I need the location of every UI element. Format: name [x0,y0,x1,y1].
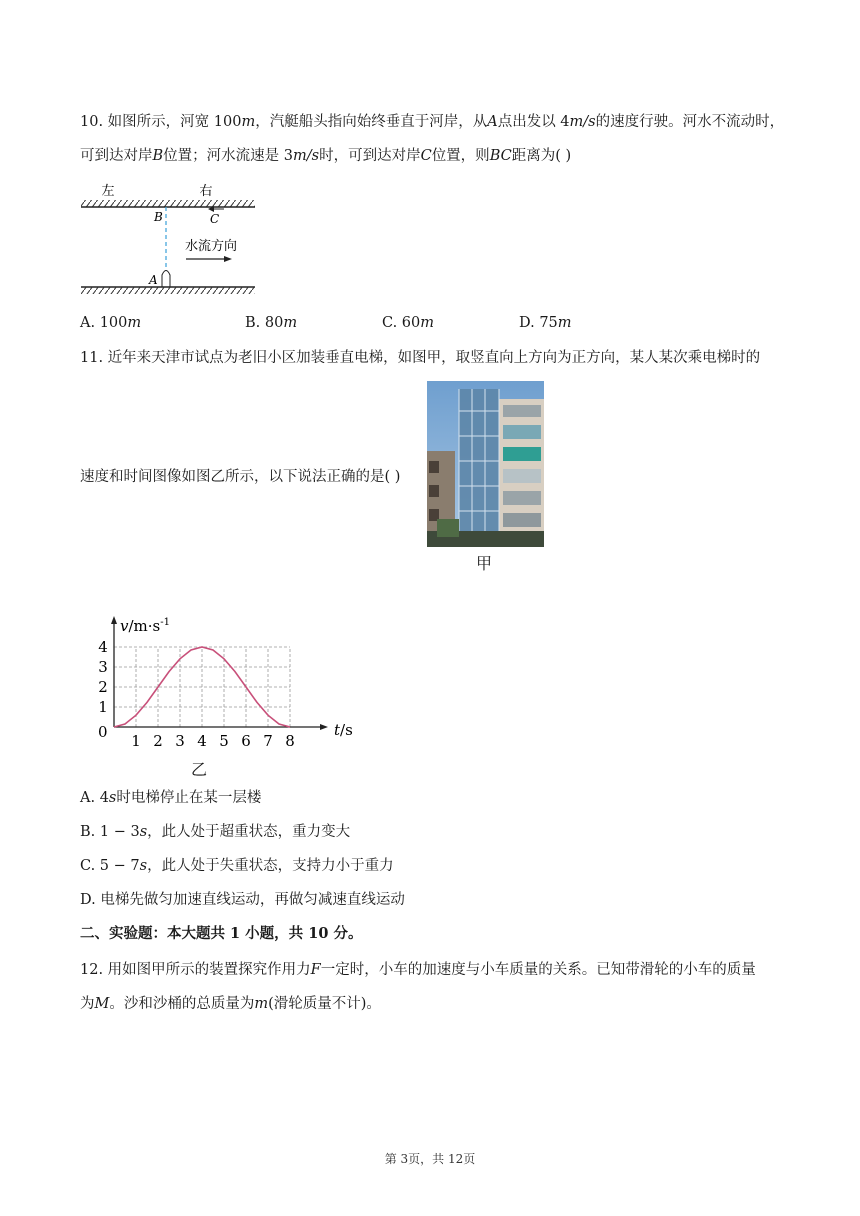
graph-caption: 乙 [191,760,208,779]
q10-text: 10. 如图所示，河宽 100 [80,114,242,130]
q10-var-m: m [241,114,256,130]
q10-unit: m/s [569,114,596,130]
q10-text: ，汽艇船头指向始终垂直于河岸，从 [255,114,488,130]
q11-line-2: 速度和时间图像如图乙所示，以下说法正确的是( ) [80,469,401,485]
velocity-time-chart [94,612,354,780]
top-bank-hatch [81,200,255,207]
q12-line-1: 12. 用如图甲所示的装置探究作用力F一定时，小车的加速度与小车质量的关系。已知带滑轮的小车的质量 [80,962,756,978]
x-tick-label: 2 [153,732,163,750]
boat-icon [162,271,170,288]
y-axis-arrow-icon [111,616,117,624]
page-footer: 第 3页，共 12页 [384,1152,476,1166]
q10-option-c[interactable]: C. 60m [382,315,434,331]
q10-var-BC: BC [489,148,512,164]
q10-var-A: A [487,114,498,130]
q11-option-d[interactable]: D. 电梯先做匀加速直线运动，再做匀减速直线运动 [80,892,405,908]
x-tick-label: 8 [285,732,295,750]
label-A: A [149,273,158,287]
x-tick-label: 1 [131,732,141,750]
q10-unit: m/s [293,148,320,164]
y-tick-label: 1 [98,698,108,716]
label-flow: 水流方向 [185,239,238,254]
flow-arrow-icon [224,256,232,262]
q10-var-B: B [152,148,164,164]
q10-text: 时，可到达对岸 [319,148,421,164]
q11-option-b[interactable]: B. 1 − 3s，此人处于超重状态，重力变大 [80,824,351,840]
q10-text: 可到达对岸 [80,148,153,164]
q10-text: 位置；河水流速是 3 [163,148,293,164]
x-tick-label: 6 [241,732,251,750]
x-tick-label: 3 [175,732,185,750]
origin-label: 0 [98,723,108,741]
label-right: 右 [199,184,213,199]
y-axis-label: $v/m\cdot s^{-1}$ [120,617,170,635]
x-tick-label: 5 [219,732,229,750]
q10-text: 点出发以 4 [497,114,570,130]
q11-option-a[interactable]: A. 4s时电梯停止在某一层楼 [80,790,262,806]
label-C: C [210,212,220,226]
y-tick-label: 3 [98,658,108,676]
photo-caption: 甲 [476,554,493,573]
q10-text: 的速度行驶。河水不流动时， [595,114,785,130]
q12-line-2: 为M。沙和沙桶的总质量为m(滑轮质量不计)。 [80,996,381,1012]
q10-line-1 [80,112,784,132]
x-tick-label: 7 [263,732,273,750]
river-diagram [78,178,260,298]
label-left: 左 [101,184,115,199]
q10-var-C: C [420,148,432,164]
section-2-heading: 二、实验题：本大题共 1 小题，共 10 分。 [80,925,363,942]
x-tick-label: 4 [197,732,207,750]
label-B: B [154,210,163,224]
q10-text: 位置，则 [431,148,490,164]
x-axis-label: t/s [334,721,353,739]
x-axis-arrow-icon [320,724,328,730]
q10-option-d[interactable]: D. 75m [519,315,572,331]
q10-line-2 [80,146,571,166]
q11-option-c[interactable]: C. 5 − 7s，此人处于失重状态，支持力小于重力 [80,858,394,874]
q10-text: 距离为( ) [511,148,572,164]
q10-option-a[interactable]: A. 100m [80,315,142,331]
q11-line-1: 11. 近年来天津市试点为老旧小区加装垂直电梯，如图甲，取竖直向上方向为正方向，某人某次乘电梯时的 [80,350,761,366]
y-tick-label: 2 [98,678,108,696]
elevator-building-photo [427,381,544,547]
q10-option-b[interactable]: B. 80m [245,315,298,331]
y-tick-label: 4 [98,638,108,656]
bottom-bank-hatch [81,287,255,294]
